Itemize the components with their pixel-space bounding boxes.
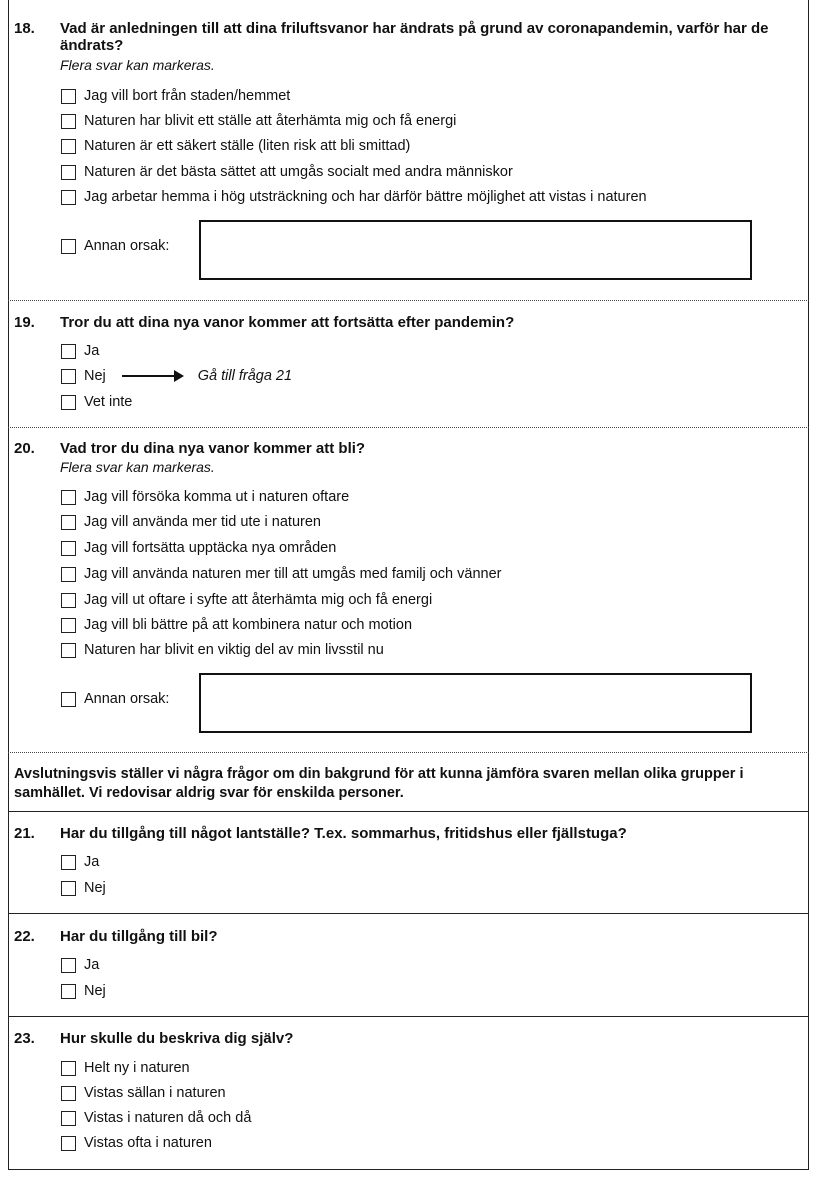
question-text: Vad tror du dina nya vanor kommer att bli? xyxy=(60,440,366,457)
option-label: Nej xyxy=(84,880,106,896)
question-text: Har du tillgång till bil? xyxy=(60,928,218,945)
checkbox[interactable] xyxy=(61,567,76,582)
checkbox[interactable] xyxy=(61,1136,76,1151)
option-label: Jag vill försöka komma ut i naturen oftare xyxy=(84,489,350,505)
divider xyxy=(8,913,809,914)
option-label: Nej xyxy=(84,368,106,384)
checkbox[interactable] xyxy=(61,239,76,254)
option-label: Helt ny i naturen xyxy=(84,1060,190,1076)
option[interactable] xyxy=(61,163,513,181)
option-label: Ja xyxy=(84,957,100,973)
arrow-right-icon xyxy=(122,375,182,377)
skip-instruction: Gå till fråga 21 xyxy=(197,368,293,384)
divider xyxy=(8,811,809,812)
question-text: Tror du att dina nya vanor kommer att fortsätta efter pandemin? xyxy=(60,314,515,331)
checkbox[interactable] xyxy=(61,89,76,104)
option[interactable] xyxy=(61,956,99,974)
checkbox[interactable] xyxy=(61,692,76,707)
question-number: 22. xyxy=(14,928,35,945)
option-label: Vistas sällan i naturen xyxy=(84,1085,226,1101)
question-number: 23. xyxy=(14,1030,35,1047)
question-number: 20. xyxy=(14,440,35,457)
option[interactable] xyxy=(61,879,106,897)
checkbox[interactable] xyxy=(61,643,76,658)
divider xyxy=(8,1016,809,1017)
option-label: Jag vill fortsätta upptäcka nya områden xyxy=(84,540,337,556)
option[interactable] xyxy=(61,513,321,531)
checkbox[interactable] xyxy=(61,1061,76,1076)
checkbox[interactable] xyxy=(61,515,76,530)
checkbox[interactable] xyxy=(61,165,76,180)
checkbox[interactable] xyxy=(61,139,76,154)
divider xyxy=(8,752,809,753)
question-number: 18. xyxy=(14,20,35,37)
question-hint: Flera svar kan markeras. xyxy=(60,459,215,475)
section-intro: Avslutningsvis ställer vi några frågor om din bakgrund för att kunna jämföra svaren mellan olika grupper i samhället. Vi redovisar aldrig svar för enskilda personer. xyxy=(14,766,744,801)
question-hint: Flera svar kan markeras. xyxy=(60,57,215,73)
option-label: Jag vill bli bättre på att kombinera natur och motion xyxy=(84,617,413,633)
option[interactable] xyxy=(61,591,432,609)
option-label: Naturen har blivit en viktig del av min livsstil nu xyxy=(84,642,384,658)
question-text: Hur skulle du beskriva dig själv? xyxy=(60,1030,294,1047)
divider xyxy=(8,427,809,428)
question-text: Vad är anledningen till att dina friluftsvanor har ändrats på grund av coronapandemin, varför har de ändrats? xyxy=(60,20,769,54)
option[interactable] xyxy=(61,1109,251,1127)
checkbox[interactable] xyxy=(61,855,76,870)
divider xyxy=(8,1169,809,1170)
checkbox[interactable] xyxy=(61,593,76,608)
question-text: Har du tillgång till något lantställe? T.ex. sommarhus, fritidshus eller fjällstuga? xyxy=(60,825,627,842)
option[interactable] xyxy=(61,393,132,411)
option[interactable] xyxy=(61,137,410,155)
option-label: Naturen är det bästa sättet att umgås socialt med andra människor xyxy=(84,164,513,180)
option[interactable] xyxy=(61,342,99,360)
option-label: Naturen är ett säkert ställe (liten risk att bli smittad) xyxy=(84,138,411,154)
checkbox[interactable] xyxy=(61,490,76,505)
option-label: Jag vill använda naturen mer till att umgås med familj och vänner xyxy=(84,566,502,582)
option[interactable] xyxy=(61,853,99,871)
option-label: Jag vill ut oftare i syfte att återhämta mig och få energi xyxy=(84,592,433,608)
option[interactable] xyxy=(61,1059,190,1077)
option[interactable] xyxy=(61,565,501,583)
divider xyxy=(8,300,809,301)
checkbox[interactable] xyxy=(61,984,76,999)
option[interactable] xyxy=(61,112,456,130)
option-label: Jag vill använda mer tid ute i naturen xyxy=(84,514,321,530)
checkbox[interactable] xyxy=(61,618,76,633)
question-number: 21. xyxy=(14,825,35,842)
option-other[interactable] xyxy=(61,690,169,708)
option-label: Annan orsak: xyxy=(84,238,170,254)
option[interactable] xyxy=(61,616,412,634)
checkbox[interactable] xyxy=(61,958,76,973)
option[interactable] xyxy=(61,1134,212,1152)
option[interactable] xyxy=(61,488,349,506)
option-label: Vistas ofta i naturen xyxy=(84,1135,212,1151)
option[interactable] xyxy=(61,539,336,557)
checkbox[interactable] xyxy=(61,1111,76,1126)
option[interactable] xyxy=(61,641,384,659)
option-label: Annan orsak: xyxy=(84,691,170,707)
option-label: Vistas i naturen då och då xyxy=(84,1110,252,1126)
option-label: Nej xyxy=(84,983,106,999)
option-label: Ja xyxy=(84,343,100,359)
checkbox[interactable] xyxy=(61,114,76,129)
option[interactable] xyxy=(61,87,290,105)
checkbox[interactable] xyxy=(61,395,76,410)
checkbox[interactable] xyxy=(61,541,76,556)
option-label: Ja xyxy=(84,854,100,870)
option-label: Naturen har blivit ett ställe att återhämta mig och få energi xyxy=(84,113,457,129)
option-other[interactable] xyxy=(61,237,169,255)
option[interactable] xyxy=(61,188,647,206)
other-reason-field[interactable] xyxy=(199,220,752,280)
option-label: Jag arbetar hemma i hög utsträckning och har därför bättre möjlighet att vistas i naturen xyxy=(84,189,647,205)
option[interactable] xyxy=(61,982,106,1000)
other-reason-field[interactable] xyxy=(199,673,752,733)
option[interactable] xyxy=(61,367,292,385)
option[interactable] xyxy=(61,1084,226,1102)
checkbox[interactable] xyxy=(61,881,76,896)
checkbox[interactable] xyxy=(61,190,76,205)
option-label: Vet inte xyxy=(84,394,133,410)
option-label: Jag vill bort från staden/hemmet xyxy=(84,88,291,104)
checkbox[interactable] xyxy=(61,369,76,384)
checkbox[interactable] xyxy=(61,1086,76,1101)
checkbox[interactable] xyxy=(61,344,76,359)
question-number: 19. xyxy=(14,314,35,331)
